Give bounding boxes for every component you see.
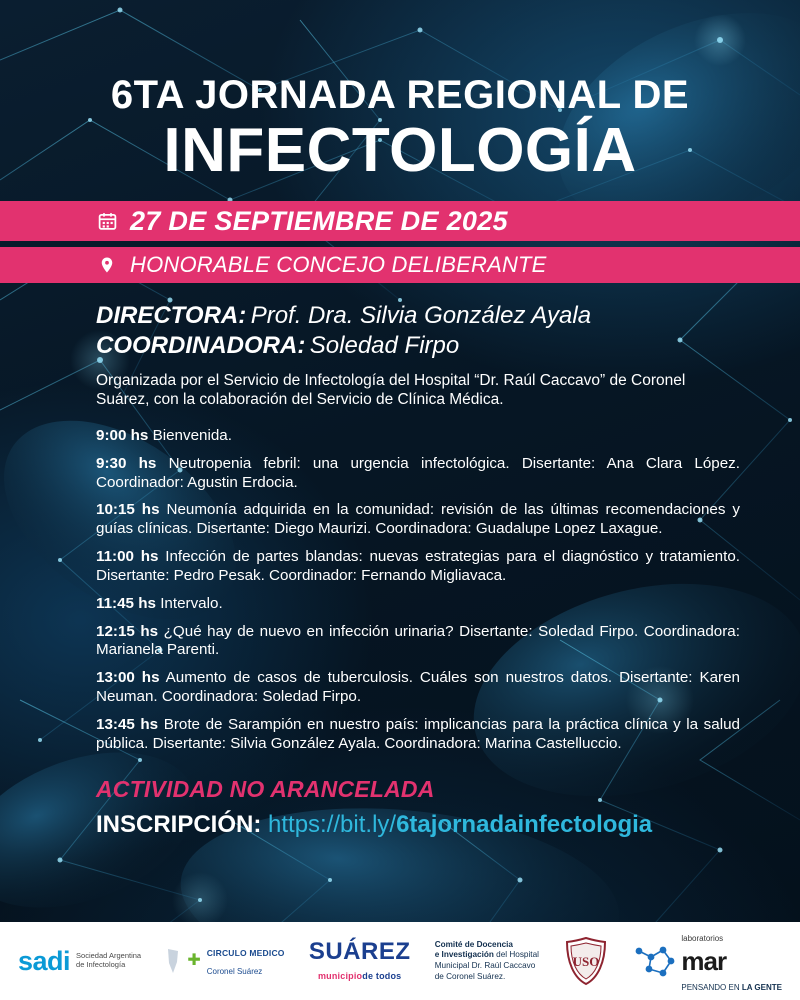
comite-line2-bold: e Investigación bbox=[434, 950, 494, 960]
mar-text bbox=[681, 928, 782, 995]
sadi-subtitle bbox=[76, 952, 141, 969]
role-director-label: DIRECTORA: bbox=[96, 302, 247, 330]
agenda-item bbox=[96, 455, 740, 493]
event-venue: HONORABLE CONCEJO DELIBERANTE bbox=[130, 252, 547, 278]
agenda-item-time: 9:00 hs bbox=[96, 426, 149, 444]
agenda-item-text: Brote de Sarampión en nuestro país: implicancias para la práctica clínica y la salud pública. Disertante: Silvia González Ayala. Coordinadora: Marina Castelluccio. bbox=[96, 715, 740, 752]
agenda-item-text: Neumonía adquirida en la comunidad: revisión de las últimas recomendaciones y guías clínicas. Disertante: Diego Maurizi. Coordinadora: Guadalupe Lopez Laxague. bbox=[96, 501, 740, 538]
map-outline-icon bbox=[165, 948, 181, 974]
logo-suarez-municipio bbox=[309, 938, 411, 984]
agenda-item-time: 11:00 hs bbox=[96, 548, 159, 566]
agenda-item-time: 12:15 hs bbox=[96, 622, 159, 640]
shield-seal-icon bbox=[563, 936, 609, 986]
logo-laboratorios-mar bbox=[633, 928, 782, 995]
molecule-icon bbox=[633, 943, 675, 979]
mar-top-label: laboratorios bbox=[681, 933, 724, 943]
uso-seal-text: USO bbox=[572, 954, 600, 969]
logo-uso-seal bbox=[563, 936, 609, 986]
sadi-subtitle-line2: de Infectología bbox=[76, 960, 126, 969]
logo-sadi bbox=[18, 946, 141, 977]
title-block bbox=[0, 0, 800, 183]
signup-block bbox=[0, 803, 800, 839]
mar-subtitle-prefix: PENSANDO EN bbox=[681, 982, 742, 992]
role-coordinator bbox=[96, 331, 800, 361]
mar-subtitle-bold: LA GENTE bbox=[741, 982, 782, 992]
mar-subtitle bbox=[681, 983, 782, 992]
circulo-medico-text bbox=[207, 943, 285, 979]
agenda-item bbox=[96, 595, 740, 614]
roles-block bbox=[0, 283, 800, 361]
role-coordinator-name: Soledad Firpo bbox=[309, 332, 460, 360]
signup-url-prefix: https://bit.ly/ bbox=[268, 810, 397, 838]
agenda-item bbox=[96, 623, 740, 661]
sadi-wordmark: sadi bbox=[18, 945, 71, 976]
role-director bbox=[96, 301, 800, 331]
agenda-item bbox=[96, 501, 740, 539]
agenda-item bbox=[96, 427, 740, 446]
agenda-item-text: ¿Qué hay de nuevo en infección urinaria? Disertante: Soledad Firpo. Coordinadora: Marianela Parenti. bbox=[96, 622, 740, 659]
logo-circulo-medico bbox=[165, 943, 284, 979]
agenda-item-text: Bienvenida. bbox=[152, 426, 232, 444]
signup-label: INSCRIPCIÓN: bbox=[96, 810, 262, 838]
agenda-item-time: 11:45 hs bbox=[96, 594, 156, 612]
event-date: 27 DE SEPTIEMBRE DE 2025 bbox=[130, 205, 508, 236]
location-pin-icon bbox=[96, 253, 118, 277]
comite-line1: Comité de Docencia bbox=[434, 939, 513, 949]
agenda-item-text: Aumento de casos de tuberculosis. Cuáles son nuestros datos. Disertante: Karen Neuman. Coordinadora: Soledad Firpo. bbox=[96, 669, 741, 706]
mar-wordmark: mar bbox=[681, 945, 727, 976]
medical-cross-icon: ✚ bbox=[187, 952, 201, 969]
agenda-item bbox=[96, 716, 740, 754]
suarez-subtitle bbox=[318, 971, 401, 981]
suarez-subtitle-prefix: municipio bbox=[317, 971, 363, 981]
page-title-line-2: INFECTOLOGÍA bbox=[163, 116, 637, 185]
page-title-line-1: 6TA JORNADA REGIONAL DE bbox=[110, 73, 690, 117]
free-activity-notice: ACTIVIDAD NO ARANCELADA bbox=[96, 775, 435, 802]
agenda-item-text: Intervalo. bbox=[160, 594, 223, 612]
agenda-item-time: 13:00 hs bbox=[96, 669, 160, 687]
agenda-item-text: Neutropenia febril: una urgencia infectológica. Disertante: Ana Clara López. Coordinador: Agustin Erdocia. bbox=[96, 454, 740, 491]
comite-line3: Municipal Dr. Raúl Caccavo bbox=[434, 961, 536, 970]
agenda-item-text: Infección de partes blandas: nuevas estrategias para el diagnóstico y tratamiento. Disertante: Pedro Pesak. Coordinador: Fernando Migliavaca. bbox=[96, 548, 740, 584]
footer-logos bbox=[0, 922, 800, 1000]
agenda-list bbox=[0, 410, 800, 754]
suarez-wordmark: SUÁREZ bbox=[308, 938, 411, 965]
role-coordinator-label: COORDINADORA: bbox=[96, 332, 306, 360]
signup-url-slug: 6tajornadainfectologia bbox=[396, 810, 653, 838]
comite-line4: de Coronel Suárez. bbox=[434, 971, 506, 981]
suarez-text bbox=[309, 938, 411, 984]
sadi-subtitle-line1: Sociedad Argentina bbox=[76, 951, 142, 961]
calendar-icon bbox=[96, 209, 118, 233]
suarez-subtitle-bold: de todos bbox=[362, 971, 402, 981]
venue-bar bbox=[0, 247, 800, 283]
role-director-name: Prof. Dra. Silvia González Ayala bbox=[250, 302, 592, 330]
organizer-text: Organizada por el Servicio de Infectología del Hospital “Dr. Raúl Caccavo” de Coronel Suárez, con la colaboración del Servicio de Clínica Médica. bbox=[96, 372, 686, 409]
circulo-medico-title: CIRCULO MEDICO bbox=[206, 948, 285, 958]
agenda-item bbox=[96, 669, 740, 707]
agenda-item-time: 13:45 hs bbox=[96, 715, 159, 733]
agenda-item bbox=[96, 548, 740, 586]
agenda-item-time: 9:30 hs bbox=[96, 454, 157, 472]
agenda-item-time: 10:15 hs bbox=[96, 501, 160, 519]
logo-comite-docencia bbox=[435, 940, 539, 983]
circulo-medico-sub: Coronel Suárez bbox=[206, 967, 263, 976]
comite-line2: del Hospital bbox=[496, 950, 539, 960]
signup-link[interactable] bbox=[268, 811, 652, 838]
date-bar bbox=[0, 201, 800, 241]
